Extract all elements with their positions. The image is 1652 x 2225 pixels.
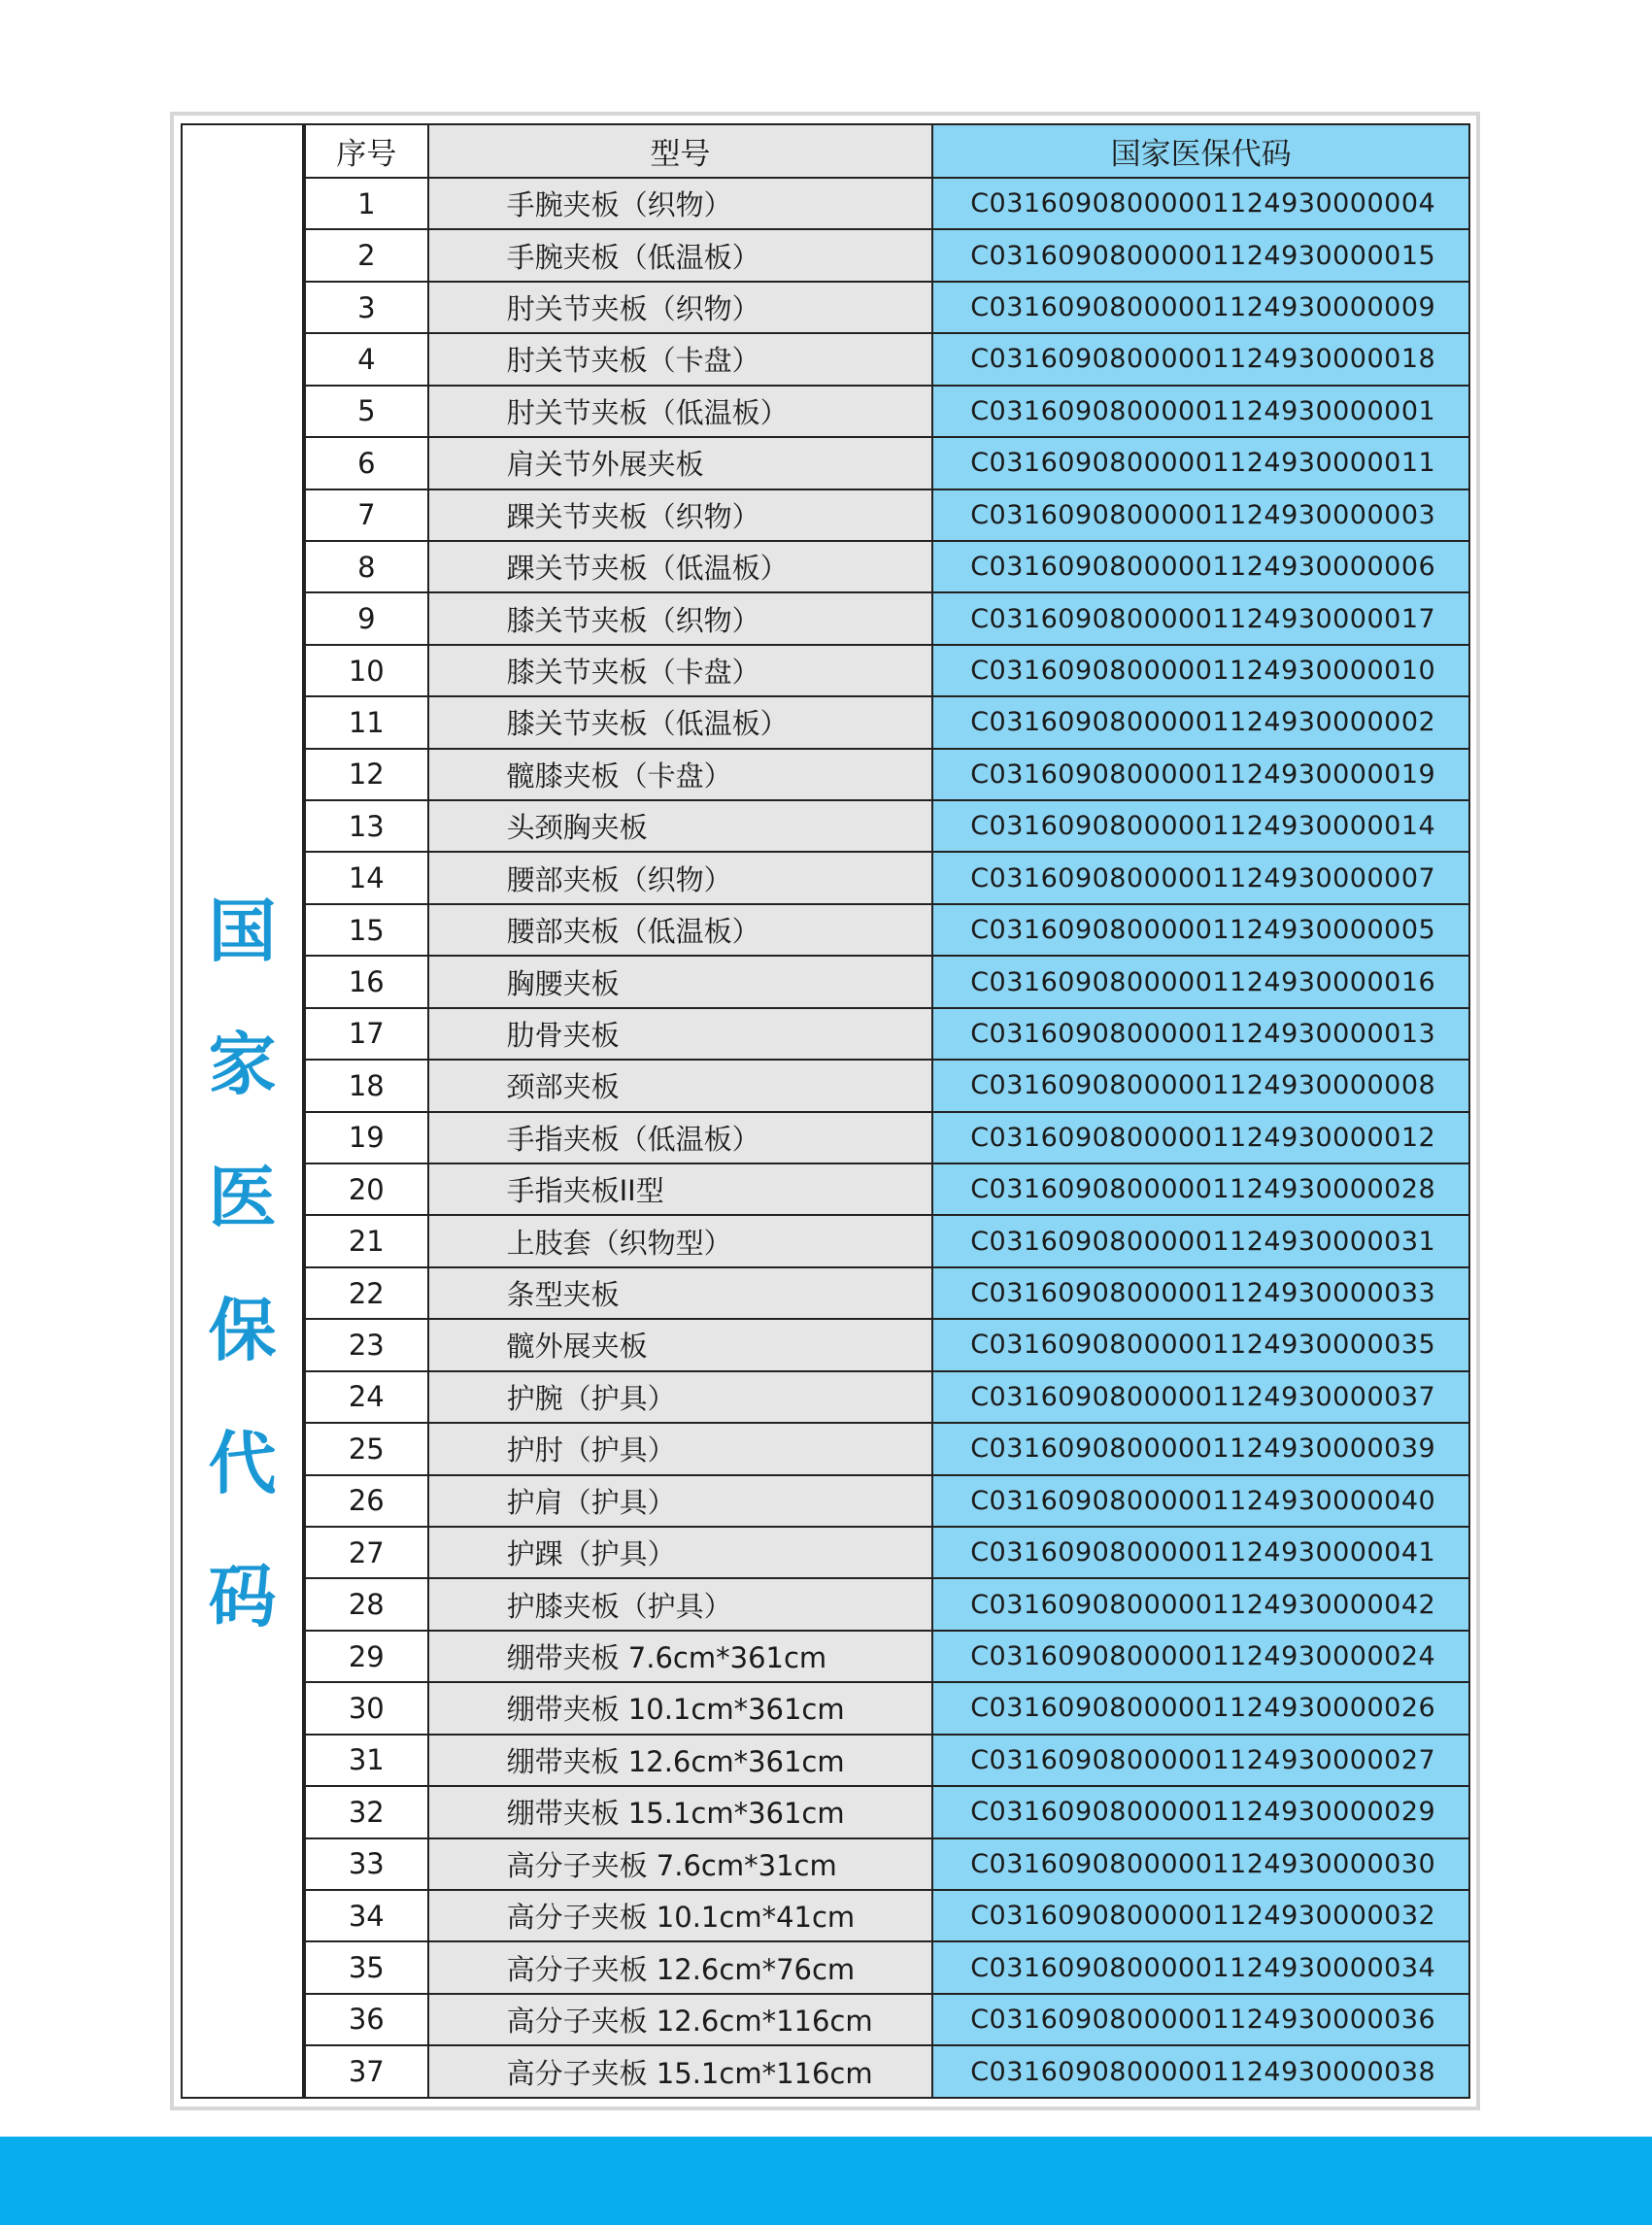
table-row [305, 904, 1468, 956]
cell-code: C03160908000001124930000027 [932, 1735, 1468, 1786]
cell-no: 15 [305, 904, 428, 956]
side-title [183, 893, 302, 1691]
cell-no: 37 [305, 2045, 428, 2097]
cell-code: C03160908000001124930000002 [932, 696, 1468, 748]
cell-code: C03160908000001124930000012 [932, 1112, 1468, 1163]
cell-model: 手腕夹板（低温板） [428, 229, 933, 281]
table-row [305, 437, 1468, 489]
cell-model: 高分子夹板 7.6cm*31cm [428, 1838, 933, 1890]
table-row [305, 1941, 1468, 1993]
table-row [305, 2045, 1468, 2097]
table-row [305, 1008, 1468, 1060]
cell-model: 绷带夹板 15.1cm*361cm [428, 1786, 933, 1837]
cell-no: 16 [305, 956, 428, 1007]
cell-model: 膝关节夹板（卡盘） [428, 645, 933, 696]
cell-no: 3 [305, 282, 428, 333]
cell-no: 35 [305, 1941, 428, 1993]
table-row [305, 1838, 1468, 1890]
cell-code: C03160908000001124930000037 [932, 1371, 1468, 1423]
cell-code: C03160908000001124930000042 [932, 1578, 1468, 1630]
cell-no: 27 [305, 1527, 428, 1578]
cell-no: 9 [305, 592, 428, 644]
cell-no: 33 [305, 1838, 428, 1890]
cell-code: C03160908000001124930000015 [932, 229, 1468, 281]
cell-no: 24 [305, 1371, 428, 1423]
cell-model: 头颈胸夹板 [428, 800, 933, 852]
cell-model: 髋膝夹板（卡盘） [428, 749, 933, 800]
cell-no: 13 [305, 800, 428, 852]
cell-model: 髋外展夹板 [428, 1319, 933, 1370]
table-row [305, 1112, 1468, 1163]
cell-no: 34 [305, 1890, 428, 1941]
cell-no: 21 [305, 1215, 428, 1266]
cell-code: C03160908000001124930000016 [932, 956, 1468, 1007]
table-row [305, 696, 1468, 748]
table-row [305, 1631, 1468, 1682]
table-row [305, 1475, 1468, 1527]
table-row [305, 1163, 1468, 1215]
table-row [305, 1578, 1468, 1630]
cell-model: 手指夹板（低温板） [428, 1112, 933, 1163]
cell-model: 护肩（护具） [428, 1475, 933, 1527]
cell-code: C03160908000001124930000006 [932, 541, 1468, 592]
cell-code: C03160908000001124930000040 [932, 1475, 1468, 1527]
cell-no: 8 [305, 541, 428, 592]
cell-model: 腰部夹板（低温板） [428, 904, 933, 956]
cell-model: 绷带夹板 10.1cm*361cm [428, 1682, 933, 1734]
table-row [305, 386, 1468, 437]
cell-model: 肩关节外展夹板 [428, 437, 933, 489]
cell-model: 膝关节夹板（织物） [428, 592, 933, 644]
cell-code: C03160908000001124930000005 [932, 904, 1468, 956]
cell-model: 高分子夹板 10.1cm*41cm [428, 1890, 933, 1941]
cell-code: C03160908000001124930000032 [932, 1890, 1468, 1941]
cell-code: C03160908000001124930000019 [932, 749, 1468, 800]
table-row [305, 1060, 1468, 1111]
cell-no: 18 [305, 1060, 428, 1111]
side-title-char: 码 [208, 1557, 277, 1636]
cell-model: 护踝（护具） [428, 1527, 933, 1578]
header-model: 型号 [428, 125, 933, 178]
cell-no: 2 [305, 229, 428, 281]
table-row [305, 1319, 1468, 1370]
table-row [305, 282, 1468, 333]
cell-code: C03160908000001124930000007 [932, 852, 1468, 903]
footer-bar [0, 2137, 1652, 2225]
cell-no: 6 [305, 437, 428, 489]
table-row [305, 1735, 1468, 1786]
cell-no: 31 [305, 1735, 428, 1786]
table-header-row [305, 125, 1468, 178]
table-row [305, 1786, 1468, 1837]
table-row [305, 229, 1468, 281]
cell-code: C03160908000001124930000013 [932, 1008, 1468, 1060]
cell-model: 踝关节夹板（低温板） [428, 541, 933, 592]
cell-model: 护膝夹板（护具） [428, 1578, 933, 1630]
cell-model: 膝关节夹板（低温板） [428, 696, 933, 748]
cell-code: C03160908000001124930000039 [932, 1423, 1468, 1474]
cell-code: C03160908000001124930000014 [932, 800, 1468, 852]
cell-code: C03160908000001124930000001 [932, 386, 1468, 437]
side-title-char: 保 [208, 1291, 277, 1370]
header-no: 序号 [305, 125, 428, 178]
table-row [305, 1527, 1468, 1578]
cell-code: C03160908000001124930000028 [932, 1163, 1468, 1215]
cell-code: C03160908000001124930000026 [932, 1682, 1468, 1734]
code-sheet [181, 123, 1470, 2099]
cell-model: 肘关节夹板（织物） [428, 282, 933, 333]
cell-no: 20 [305, 1163, 428, 1215]
cell-model: 护肘（护具） [428, 1423, 933, 1474]
cell-model: 高分子夹板 12.6cm*76cm [428, 1941, 933, 1993]
cell-code: C03160908000001124930000033 [932, 1267, 1468, 1319]
table-row [305, 1371, 1468, 1423]
cell-model: 上肢套（织物型） [428, 1215, 933, 1266]
side-title-char: 国 [208, 892, 277, 971]
cell-model: 绷带夹板 7.6cm*361cm [428, 1631, 933, 1682]
side-title-char: 代 [208, 1424, 277, 1503]
cell-code: C03160908000001124930000008 [932, 1060, 1468, 1111]
table-row [305, 592, 1468, 644]
table-row [305, 489, 1468, 541]
cell-code: C03160908000001124930000017 [932, 592, 1468, 644]
table-row [305, 1267, 1468, 1319]
cell-model: 护腕（护具） [428, 1371, 933, 1423]
cell-no: 4 [305, 333, 428, 385]
cell-code: C03160908000001124930000041 [932, 1527, 1468, 1578]
cell-no: 17 [305, 1008, 428, 1060]
cell-model: 腰部夹板（织物） [428, 852, 933, 903]
cell-model: 高分子夹板 12.6cm*116cm [428, 1994, 933, 2045]
cell-code: C03160908000001124930000011 [932, 437, 1468, 489]
side-title-column [183, 125, 304, 2097]
cell-code: C03160908000001124930000035 [932, 1319, 1468, 1370]
cell-no: 7 [305, 489, 428, 541]
table-row [305, 1215, 1468, 1266]
cell-model: 胸腰夹板 [428, 956, 933, 1007]
cell-model: 颈部夹板 [428, 1060, 933, 1111]
table-row [305, 852, 1468, 903]
cell-no: 19 [305, 1112, 428, 1163]
table-row [305, 1890, 1468, 1941]
cell-model: 手指夹板II型 [428, 1163, 933, 1215]
cell-model: 绷带夹板 12.6cm*361cm [428, 1735, 933, 1786]
cell-no: 10 [305, 645, 428, 696]
table-row [305, 1682, 1468, 1734]
table-body [305, 178, 1468, 2097]
cell-model: 踝关节夹板（织物） [428, 489, 933, 541]
cell-code: C03160908000001124930000038 [932, 2045, 1468, 2097]
table-row [305, 333, 1468, 385]
table-row [305, 541, 1468, 592]
cell-code: C03160908000001124930000036 [932, 1994, 1468, 2045]
table-row [305, 1994, 1468, 2045]
cell-no: 12 [305, 749, 428, 800]
header-code: 国家医保代码 [932, 125, 1468, 178]
cell-model: 肋骨夹板 [428, 1008, 933, 1060]
cell-model: 高分子夹板 15.1cm*116cm [428, 2045, 933, 2097]
medical-insurance-code-table [304, 125, 1468, 2097]
table-row [305, 956, 1468, 1007]
cell-model: 手腕夹板（织物） [428, 178, 933, 229]
cell-code: C03160908000001124930000024 [932, 1631, 1468, 1682]
cell-no: 14 [305, 852, 428, 903]
cell-no: 32 [305, 1786, 428, 1837]
cell-no: 5 [305, 386, 428, 437]
table-row [305, 1423, 1468, 1474]
cell-no: 22 [305, 1267, 428, 1319]
cell-code: C03160908000001124930000004 [932, 178, 1468, 229]
cell-model: 条型夹板 [428, 1267, 933, 1319]
cell-no: 26 [305, 1475, 428, 1527]
cell-no: 25 [305, 1423, 428, 1474]
table-row [305, 749, 1468, 800]
cell-code: C03160908000001124930000034 [932, 1941, 1468, 1993]
cell-code: C03160908000001124930000029 [932, 1786, 1468, 1837]
cell-code: C03160908000001124930000018 [932, 333, 1468, 385]
cell-model: 肘关节夹板（低温板） [428, 386, 933, 437]
cell-no: 23 [305, 1319, 428, 1370]
table-row [305, 800, 1468, 852]
cell-no: 28 [305, 1578, 428, 1630]
table-row [305, 178, 1468, 229]
cell-no: 36 [305, 1994, 428, 2045]
cell-no: 1 [305, 178, 428, 229]
cell-code: C03160908000001124930000010 [932, 645, 1468, 696]
cell-code: C03160908000001124930000009 [932, 282, 1468, 333]
side-title-char: 医 [208, 1158, 277, 1237]
table-row [305, 645, 1468, 696]
side-title-char: 家 [208, 1025, 277, 1104]
cell-no: 11 [305, 696, 428, 748]
cell-model: 肘关节夹板（卡盘） [428, 333, 933, 385]
cell-no: 30 [305, 1682, 428, 1734]
cell-code: C03160908000001124930000030 [932, 1838, 1468, 1890]
cell-code: C03160908000001124930000031 [932, 1215, 1468, 1266]
cell-no: 29 [305, 1631, 428, 1682]
cell-code: C03160908000001124930000003 [932, 489, 1468, 541]
